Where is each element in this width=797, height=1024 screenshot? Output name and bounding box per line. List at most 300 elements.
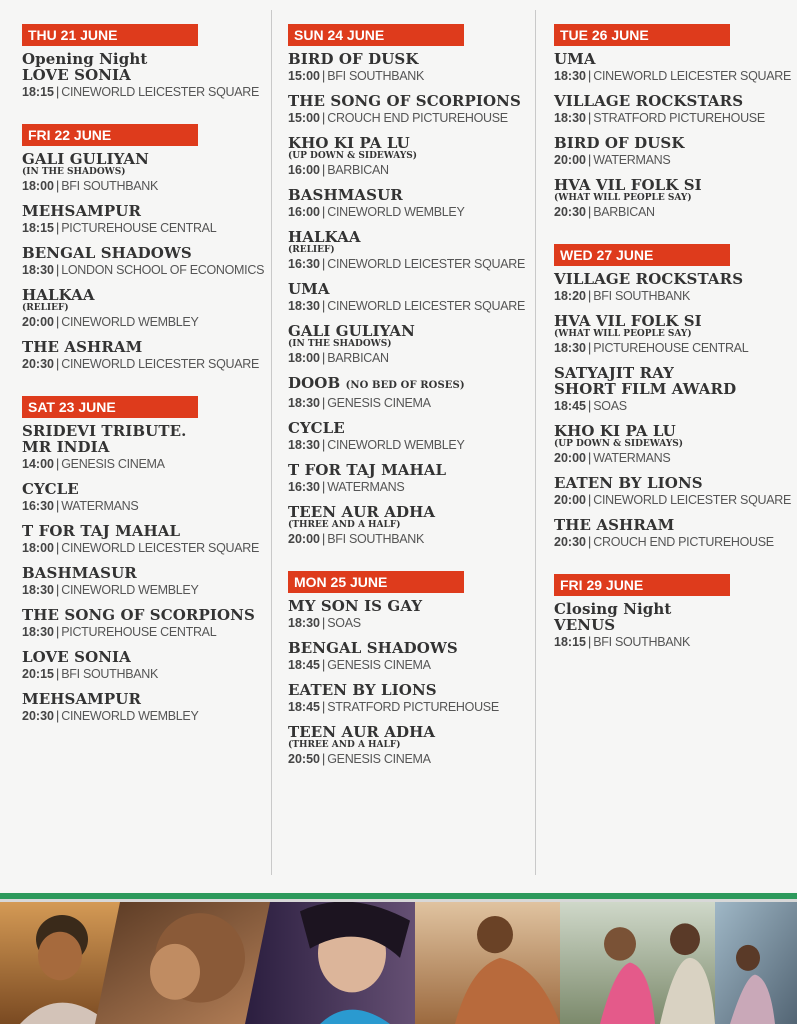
film-title-text: TEEN AUR ADHA bbox=[288, 503, 436, 521]
screening-item bbox=[288, 640, 528, 673]
screening-item bbox=[22, 339, 260, 372]
film-title bbox=[288, 93, 528, 109]
film-title bbox=[288, 598, 528, 614]
day-block bbox=[22, 124, 265, 372]
separator: | bbox=[321, 111, 326, 125]
screening-meta bbox=[22, 356, 260, 372]
film-subtitle: (IN THE SHADOWS) bbox=[288, 339, 392, 349]
film-title bbox=[288, 682, 528, 698]
film-title-text: THE SONG OF SCORPIONS bbox=[22, 606, 255, 624]
film-title bbox=[288, 724, 528, 740]
film-title bbox=[288, 323, 528, 339]
screening-item bbox=[288, 93, 528, 126]
separator: | bbox=[55, 625, 60, 639]
screening-time: 20:30 bbox=[22, 357, 54, 371]
film-title bbox=[554, 313, 789, 329]
film-title-text: THE ASHRAM bbox=[554, 516, 675, 534]
screening-item bbox=[288, 281, 528, 314]
film-title bbox=[554, 423, 789, 439]
film-title-text: THE ASHRAM bbox=[22, 338, 143, 356]
film-title bbox=[554, 475, 789, 491]
film-title-text: KHO KI PA LU bbox=[288, 134, 410, 152]
film-subtitle: (THREE AND A HALF) bbox=[288, 520, 401, 530]
separator: | bbox=[55, 709, 60, 723]
film-title bbox=[288, 640, 528, 656]
screening-venue: CINEWORLD LEICESTER SQUARE bbox=[61, 357, 260, 371]
separator: | bbox=[321, 69, 326, 83]
screening-item bbox=[22, 565, 260, 598]
screening-meta bbox=[22, 708, 260, 724]
film-title-text: GALI GULIYAN bbox=[288, 322, 415, 340]
screening-time: 20:30 bbox=[554, 205, 586, 219]
screening-meta bbox=[22, 624, 260, 640]
screening-item bbox=[288, 51, 528, 84]
screening-meta bbox=[288, 68, 528, 84]
screening-item bbox=[22, 244, 265, 278]
screening-meta bbox=[554, 492, 792, 508]
day-header: MON 25 JUNE bbox=[288, 571, 464, 593]
screening-venue: WATERMANS bbox=[327, 480, 405, 494]
separator: | bbox=[55, 357, 60, 371]
screening-time: 14:00 bbox=[22, 457, 54, 471]
film-title bbox=[554, 365, 789, 381]
screening-meta bbox=[288, 110, 528, 126]
screening-meta bbox=[22, 540, 260, 556]
day-header: SAT 23 JUNE bbox=[22, 396, 198, 418]
separator: | bbox=[55, 221, 60, 235]
screening-meta bbox=[288, 531, 528, 547]
screening-venue: LONDON SCHOOL OF ECONOMICS bbox=[61, 263, 265, 277]
screening-meta bbox=[554, 634, 789, 650]
screening-meta bbox=[554, 340, 789, 356]
screening-item bbox=[554, 135, 789, 168]
screening-item bbox=[22, 481, 260, 514]
screening-meta bbox=[22, 84, 260, 100]
screening-venue: WATERMANS bbox=[593, 451, 671, 465]
day-header: FRI 29 JUNE bbox=[554, 574, 730, 596]
screening-meta bbox=[554, 398, 789, 414]
screening-meta bbox=[22, 666, 260, 682]
screening-item bbox=[22, 203, 260, 236]
screening-item bbox=[22, 691, 260, 724]
screening-time: 20:00 bbox=[288, 532, 320, 546]
screening-time: 18:00 bbox=[22, 179, 54, 193]
column-divider bbox=[271, 10, 272, 875]
screening-time: 18:15 bbox=[22, 221, 54, 235]
screening-meta bbox=[554, 450, 789, 466]
film-title bbox=[22, 481, 260, 497]
separator: | bbox=[321, 351, 326, 365]
screening-venue: PICTUREHOUSE CENTRAL bbox=[593, 341, 749, 355]
film-title bbox=[22, 51, 260, 67]
screening-meta bbox=[288, 298, 528, 314]
screening-meta bbox=[554, 152, 789, 168]
screening-venue: CINEWORLD LEICESTER SQUARE bbox=[327, 299, 526, 313]
screening-meta bbox=[288, 256, 528, 272]
film-title-text: MY SON IS GAY bbox=[288, 597, 423, 615]
day-header: THU 21 JUNE bbox=[22, 24, 198, 46]
film-title bbox=[288, 229, 528, 245]
screening-venue: CINEWORLD LEICESTER SQUARE bbox=[61, 85, 260, 99]
screening-venue: CINEWORLD WEMBLEY bbox=[61, 709, 199, 723]
screening-meta bbox=[554, 534, 789, 550]
screening-time: 18:45 bbox=[554, 399, 586, 413]
day-block bbox=[554, 574, 789, 650]
screening-meta bbox=[22, 582, 260, 598]
screening-venue: BARBICAN bbox=[327, 163, 389, 177]
film-title-text: EATEN BY LIONS bbox=[554, 474, 703, 492]
film-title-text: MEHSAMPUR bbox=[22, 202, 142, 220]
screening-time: 20:00 bbox=[22, 315, 54, 329]
screening-venue: CINEWORLD WEMBLEY bbox=[327, 438, 465, 452]
film-title bbox=[288, 420, 528, 436]
schedule-column bbox=[288, 24, 528, 791]
film-title-text: VILLAGE ROCKSTARS bbox=[554, 92, 744, 110]
film-title bbox=[288, 504, 528, 520]
separator: | bbox=[55, 85, 60, 99]
day-block bbox=[22, 396, 260, 724]
screening-item bbox=[288, 420, 528, 453]
separator: | bbox=[321, 205, 326, 219]
separator: | bbox=[55, 457, 60, 471]
film-title bbox=[554, 177, 789, 193]
screening-item bbox=[554, 177, 789, 220]
screening-item bbox=[554, 313, 789, 356]
screening-venue: WATERMANS bbox=[593, 153, 671, 167]
screening-time: 18:30 bbox=[288, 438, 320, 452]
screening-item bbox=[288, 187, 528, 220]
screening-meta bbox=[554, 288, 789, 304]
screening-time: 20:30 bbox=[554, 535, 586, 549]
screening-time: 18:45 bbox=[288, 658, 320, 672]
film-title bbox=[22, 245, 260, 261]
film-subtitle: (UP DOWN & SIDEWAYS) bbox=[288, 151, 418, 161]
screening-meta bbox=[22, 262, 265, 278]
film-title bbox=[288, 375, 528, 394]
film-subtitle: (RELIEF) bbox=[288, 245, 335, 255]
screening-venue: STRATFORD PICTUREHOUSE bbox=[327, 700, 499, 714]
separator: | bbox=[587, 69, 592, 83]
schedule-column bbox=[554, 24, 792, 674]
screening-item bbox=[288, 375, 528, 411]
screening-venue: SOAS bbox=[327, 616, 361, 630]
separator: | bbox=[321, 257, 326, 271]
film-title-line2: VENUS bbox=[554, 616, 616, 634]
screening-item bbox=[554, 474, 792, 508]
film-title-text: HVA VIL FOLK SI bbox=[554, 312, 702, 330]
screening-venue: BFI SOUTHBANK bbox=[327, 532, 425, 546]
day-block bbox=[288, 571, 528, 767]
screening-time: 20:00 bbox=[554, 451, 586, 465]
film-title bbox=[22, 423, 260, 439]
screening-time: 18:30 bbox=[554, 69, 586, 83]
film-title-translation: (NO BED OF ROSES) bbox=[345, 380, 465, 391]
film-title-text: DOOB bbox=[288, 374, 341, 392]
screening-time: 18:30 bbox=[288, 616, 320, 630]
screening-venue: CROUCH END PICTUREHOUSE bbox=[327, 111, 508, 125]
film-title bbox=[288, 187, 528, 203]
film-title-text: BIRD OF DUSK bbox=[554, 134, 685, 152]
screening-meta bbox=[22, 456, 260, 472]
film-title-text: EATEN BY LIONS bbox=[288, 681, 437, 699]
screening-item bbox=[288, 504, 528, 547]
separator: | bbox=[55, 179, 60, 193]
film-title bbox=[288, 135, 528, 151]
film-title-text: T FOR TAJ MAHAL bbox=[288, 461, 447, 479]
film-title bbox=[554, 517, 789, 533]
screening-meta bbox=[22, 498, 260, 514]
separator: | bbox=[321, 438, 326, 452]
screening-item bbox=[554, 423, 789, 466]
film-title bbox=[22, 607, 260, 623]
film-title bbox=[22, 287, 260, 303]
screening-item bbox=[288, 462, 528, 495]
day-header: WED 27 JUNE bbox=[554, 244, 730, 266]
film-title-text: T FOR TAJ MAHAL bbox=[22, 522, 181, 540]
screening-time: 18:30 bbox=[22, 583, 54, 597]
separator: | bbox=[55, 583, 60, 597]
screening-time: 20:15 bbox=[22, 667, 54, 681]
film-title bbox=[22, 339, 260, 355]
film-title-line2: LOVE SONIA bbox=[22, 66, 131, 84]
screening-meta bbox=[288, 751, 528, 767]
film-subtitle: (THREE AND A HALF) bbox=[288, 740, 401, 750]
film-title bbox=[22, 523, 260, 539]
screening-venue: CINEWORLD LEICESTER SQUARE bbox=[593, 493, 792, 507]
film-title bbox=[288, 462, 528, 478]
screening-time: 16:30 bbox=[22, 499, 54, 513]
screening-time: 20:50 bbox=[288, 752, 320, 766]
film-title bbox=[22, 691, 260, 707]
film-title-text: CYCLE bbox=[22, 480, 79, 498]
separator: | bbox=[55, 541, 60, 555]
screening-item bbox=[288, 323, 528, 366]
film-title-text: MEHSAMPUR bbox=[22, 690, 142, 708]
screening-time: 18:30 bbox=[554, 341, 586, 355]
screening-meta bbox=[554, 204, 789, 220]
screening-venue: CINEWORLD LEICESTER SQUARE bbox=[327, 257, 526, 271]
film-subtitle: (WHAT WILL PEOPLE SAY) bbox=[554, 329, 692, 339]
screening-time: 16:00 bbox=[288, 163, 320, 177]
film-title-text: UMA bbox=[554, 50, 596, 68]
film-title bbox=[22, 565, 260, 581]
screening-venue: SOAS bbox=[593, 399, 627, 413]
separator: | bbox=[55, 667, 60, 681]
film-subtitle: (UP DOWN & SIDEWAYS) bbox=[554, 439, 684, 449]
separator: | bbox=[587, 635, 592, 649]
screening-venue: BFI SOUTHBANK bbox=[327, 69, 425, 83]
screening-time: 18:45 bbox=[288, 700, 320, 714]
screening-venue: GENESIS CINEMA bbox=[61, 457, 165, 471]
screening-meta bbox=[554, 110, 789, 126]
separator: | bbox=[587, 399, 592, 413]
screening-time: 20:00 bbox=[554, 493, 586, 507]
screening-venue: CINEWORLD WEMBLEY bbox=[61, 315, 199, 329]
film-title-text: BENGAL SHADOWS bbox=[288, 639, 458, 657]
screening-time: 18:20 bbox=[554, 289, 586, 303]
separator: | bbox=[321, 700, 326, 714]
day-block bbox=[554, 24, 792, 220]
separator: | bbox=[587, 205, 592, 219]
screening-time: 20:00 bbox=[554, 153, 586, 167]
screening-meta bbox=[288, 657, 528, 673]
schedule-column bbox=[22, 24, 265, 748]
screening-venue: CINEWORLD WEMBLEY bbox=[61, 583, 199, 597]
separator: | bbox=[587, 111, 592, 125]
screening-item bbox=[22, 649, 260, 682]
screening-venue: CINEWORLD WEMBLEY bbox=[327, 205, 465, 219]
film-title-text: BASHMASUR bbox=[22, 564, 137, 582]
film-title bbox=[22, 649, 260, 665]
film-stills-montage bbox=[0, 902, 797, 1024]
separator: | bbox=[321, 616, 326, 630]
film-title bbox=[22, 203, 260, 219]
film-title bbox=[554, 601, 789, 617]
screening-meta bbox=[22, 220, 260, 236]
screening-time: 18:15 bbox=[22, 85, 54, 99]
day-block bbox=[288, 24, 528, 547]
screening-venue: CINEWORLD LEICESTER SQUARE bbox=[593, 69, 792, 83]
screening-time: 18:30 bbox=[22, 263, 54, 277]
screening-item bbox=[288, 135, 528, 178]
screening-time: 18:30 bbox=[288, 396, 320, 410]
screening-item bbox=[554, 93, 789, 126]
screening-venue: CINEWORLD LEICESTER SQUARE bbox=[61, 541, 260, 555]
screening-time: 18:00 bbox=[288, 351, 320, 365]
film-title-text: VILLAGE ROCKSTARS bbox=[554, 270, 744, 288]
screening-time: 15:00 bbox=[288, 69, 320, 83]
screening-venue: STRATFORD PICTUREHOUSE bbox=[593, 111, 765, 125]
screening-time: 15:00 bbox=[288, 111, 320, 125]
screening-item bbox=[554, 601, 789, 650]
screening-venue: GENESIS CINEMA bbox=[327, 396, 431, 410]
screening-meta bbox=[22, 178, 260, 194]
film-title-text: LOVE SONIA bbox=[22, 648, 131, 666]
column-divider bbox=[535, 10, 536, 875]
film-title-line2: MR INDIA bbox=[22, 438, 110, 456]
film-title-text: SATYAJIT RAY bbox=[554, 364, 674, 382]
film-title-text: BASHMASUR bbox=[288, 186, 403, 204]
film-title bbox=[554, 271, 789, 287]
separator: | bbox=[587, 289, 592, 303]
screening-time: 18:30 bbox=[22, 625, 54, 639]
screening-item bbox=[288, 229, 528, 272]
separator: | bbox=[587, 451, 592, 465]
screening-meta bbox=[22, 314, 260, 330]
day-block bbox=[22, 24, 260, 100]
screening-time: 16:00 bbox=[288, 205, 320, 219]
separator: | bbox=[55, 315, 60, 329]
screening-item bbox=[22, 607, 260, 640]
screening-venue: WATERMANS bbox=[61, 499, 139, 513]
separator: | bbox=[321, 658, 326, 672]
screening-time: 18:15 bbox=[554, 635, 586, 649]
film-title bbox=[22, 151, 260, 167]
screening-meta bbox=[288, 204, 528, 220]
separator: | bbox=[587, 153, 592, 167]
screening-venue: PICTUREHOUSE CENTRAL bbox=[61, 221, 217, 235]
screening-meta bbox=[288, 699, 528, 715]
screening-time: 16:30 bbox=[288, 257, 320, 271]
separator: | bbox=[321, 396, 326, 410]
screening-item bbox=[288, 682, 528, 715]
film-title-text: THE SONG OF SCORPIONS bbox=[288, 92, 521, 110]
screening-time: 18:30 bbox=[554, 111, 586, 125]
screening-meta bbox=[288, 350, 528, 366]
screening-item bbox=[22, 423, 260, 472]
screening-time: 18:00 bbox=[22, 541, 54, 555]
film-title-text: KHO KI PA LU bbox=[554, 422, 676, 440]
film-title-text: SRIDEVI TRIBUTE. bbox=[22, 422, 187, 440]
screening-item bbox=[22, 51, 260, 100]
film-title-text: HVA VIL FOLK SI bbox=[554, 176, 702, 194]
screening-venue: GENESIS CINEMA bbox=[327, 658, 431, 672]
screening-meta bbox=[288, 479, 528, 495]
film-title-text: CYCLE bbox=[288, 419, 345, 437]
screening-item bbox=[22, 151, 260, 194]
separator: | bbox=[587, 535, 592, 549]
separator: | bbox=[587, 493, 592, 507]
day-header: TUE 26 JUNE bbox=[554, 24, 730, 46]
film-title-text: HALKAA bbox=[22, 286, 95, 304]
film-title-text: TEEN AUR ADHA bbox=[288, 723, 436, 741]
film-title-line2: SHORT FILM AWARD bbox=[554, 380, 737, 398]
screening-item bbox=[288, 724, 528, 767]
screening-venue: BFI SOUTHBANK bbox=[61, 667, 159, 681]
film-title bbox=[554, 135, 789, 151]
day-header: FRI 22 JUNE bbox=[22, 124, 198, 146]
separator: | bbox=[321, 299, 326, 313]
film-title bbox=[288, 51, 528, 67]
film-title-text: BENGAL SHADOWS bbox=[22, 244, 192, 262]
film-title bbox=[554, 51, 789, 67]
screening-item bbox=[554, 517, 789, 550]
screening-venue: BARBICAN bbox=[327, 351, 389, 365]
film-title bbox=[554, 93, 789, 109]
screening-meta bbox=[288, 615, 528, 631]
film-title-text: GALI GULIYAN bbox=[22, 150, 149, 168]
film-subtitle: (IN THE SHADOWS) bbox=[22, 167, 126, 177]
screening-venue: PICTUREHOUSE CENTRAL bbox=[61, 625, 217, 639]
film-subtitle: (RELIEF) bbox=[22, 303, 69, 313]
screening-item bbox=[22, 287, 260, 330]
screening-venue: BFI SOUTHBANK bbox=[593, 289, 691, 303]
separator: | bbox=[55, 499, 60, 513]
film-title-text: Closing Night bbox=[554, 600, 672, 618]
screening-venue: GENESIS CINEMA bbox=[327, 752, 431, 766]
film-title-text: UMA bbox=[288, 280, 330, 298]
screening-time: 18:30 bbox=[288, 299, 320, 313]
screening-time: 16:30 bbox=[288, 480, 320, 494]
screening-venue: BFI SOUTHBANK bbox=[61, 179, 159, 193]
screening-venue: CROUCH END PICTUREHOUSE bbox=[593, 535, 774, 549]
screening-item bbox=[22, 523, 260, 556]
screening-item bbox=[554, 50, 792, 84]
film-subtitle: (WHAT WILL PEOPLE SAY) bbox=[554, 193, 692, 203]
film-title-text: HALKAA bbox=[288, 228, 361, 246]
screening-venue: BARBICAN bbox=[593, 205, 655, 219]
day-header: SUN 24 JUNE bbox=[288, 24, 464, 46]
screening-time: 20:30 bbox=[22, 709, 54, 723]
screening-meta bbox=[288, 437, 528, 453]
separator: | bbox=[587, 341, 592, 355]
separator: | bbox=[321, 163, 326, 177]
day-block bbox=[554, 244, 792, 550]
separator: | bbox=[321, 752, 326, 766]
screening-meta bbox=[288, 162, 528, 178]
film-title-text: Opening Night bbox=[22, 50, 148, 68]
screening-venue: BFI SOUTHBANK bbox=[593, 635, 691, 649]
